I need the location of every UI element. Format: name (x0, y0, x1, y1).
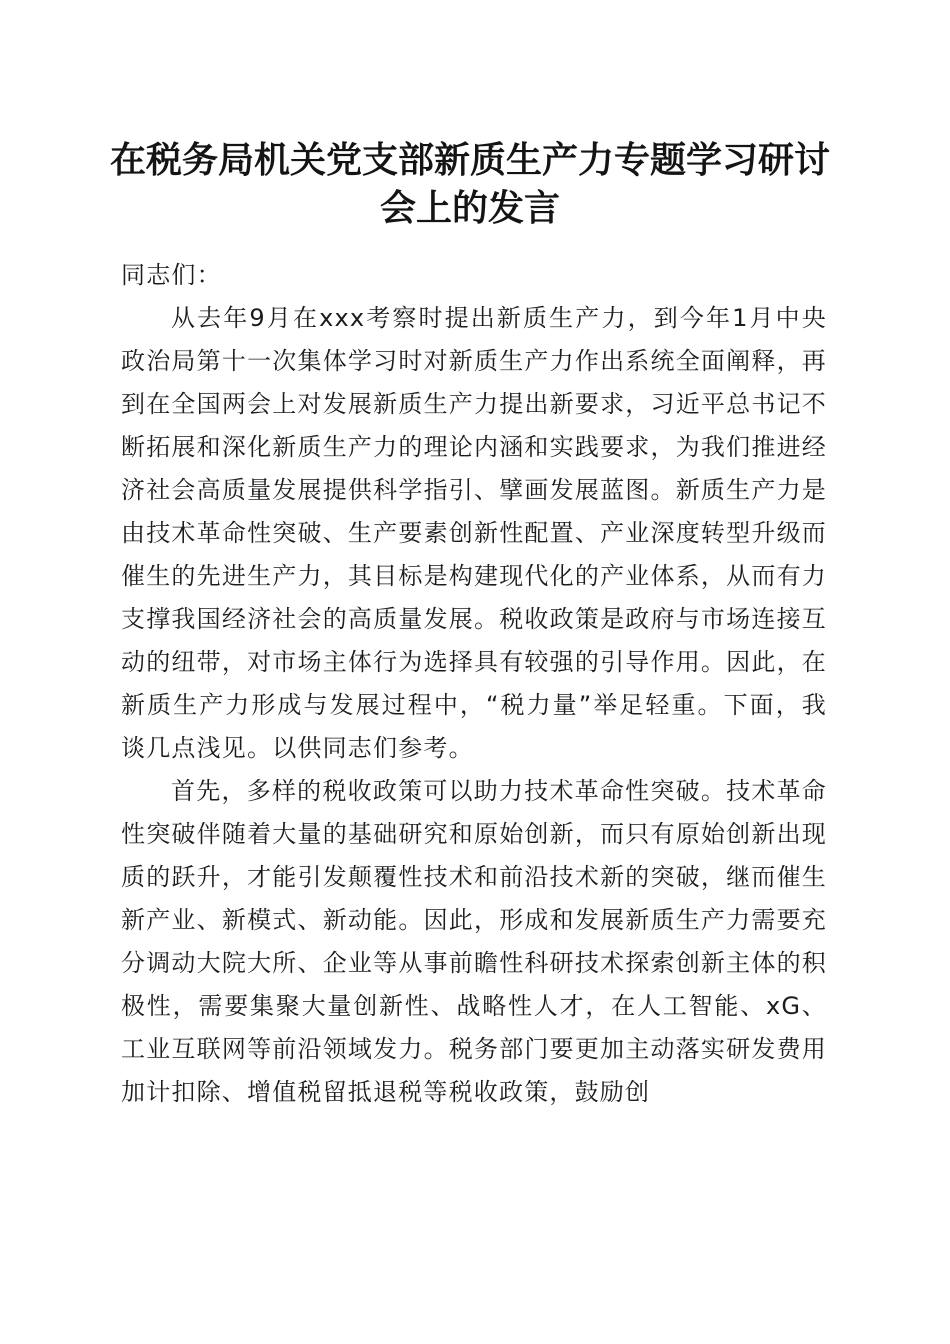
document-body (121, 254, 827, 1114)
document-title: 在税务局机关党支部新质生产力专题学习研讨会上的发言 (109, 139, 830, 229)
salutation: 同志们： (121, 261, 222, 289)
paragraph-first-point: 首先，多样的税收政策可以助力技术革命性突破。技术革命性突破伴随着大量的基础研究和原始创新，而只有原始创新出现质的跃升，才能引发颠覆性技术和前沿技术新的突破，继而催生新产业、新模式、新动能。因此，形成和发展新质生产力需要充分调动大院大所、企业等从事前瞻性科研技术探索创新主体的积极性，需要集聚大量创新性、战略性人才，在人工智能、xG、工业互联网等前沿领域发力。税务部门要更加主动落实研发费用加计扣除、增值税留抵退税等税收政策，鼓励创 (121, 777, 827, 1106)
paragraph-intro: 从去年9月在xxx考察时提出新质生产力，到今年1月中央政治局第十一次集体学习时对新质生产力作出系统全面阐释，再到在全国两会上对发展新质生产力提出新要求，习近平总书记不断拓展和深化新质生产力的理论内涵和实践要求，为我们推进经济社会高质量发展提供科学指引、擘画发展蓝图。新质生产力是由技术革命性突破、生产要素创新性配置、产业深度转型升级而催生的先进生产力，其目标是构建现代化的产业体系，从而有力支撑我国经济社会的高质量发展。税收政策是政府与市场连接互动的纽带，对市场主体行为选择具有较强的引导作用。因此，在新质生产力形成与发展过程中，“税力量”举足轻重。下面，我谈几点浅见。以供同志们参考。 (121, 304, 827, 762)
